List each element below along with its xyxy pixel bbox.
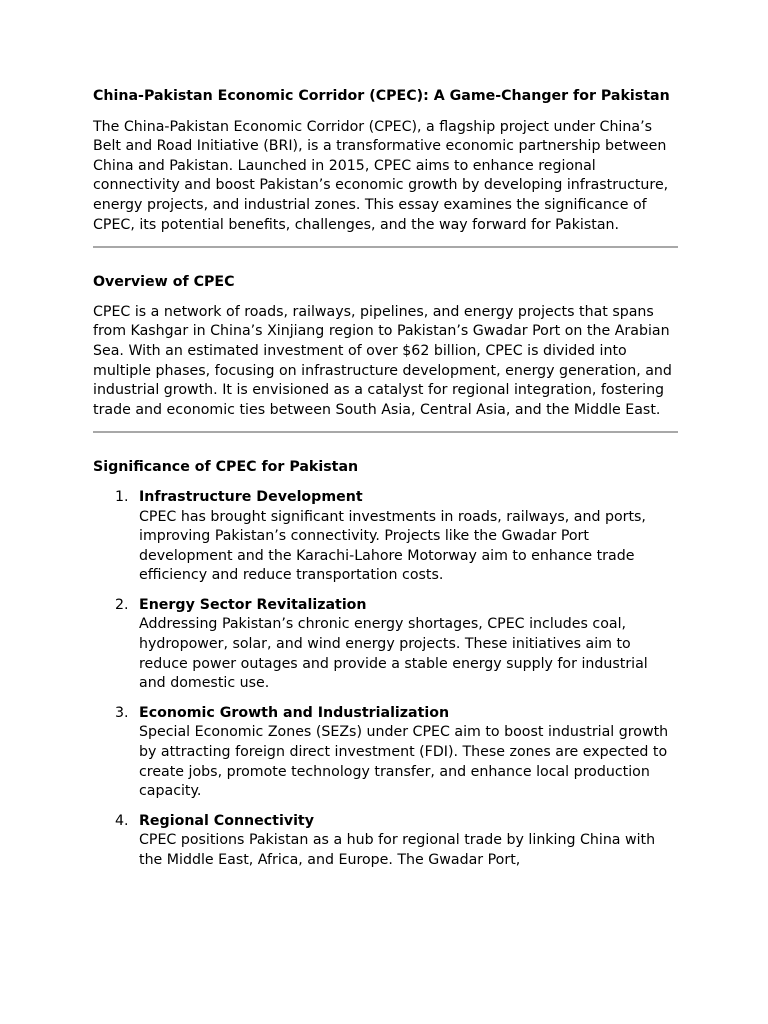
significance-list bbox=[93, 488, 678, 871]
list-item bbox=[93, 704, 678, 802]
list-item-title: Regional Connectivity bbox=[139, 812, 314, 829]
list-item-number: 2. bbox=[115, 596, 129, 613]
list-item-body: CPEC positions Pakistan as a hub for regional trade by linking China with the Middle East, Africa, and Europe. The Gwadar Port, bbox=[139, 832, 656, 868]
list-item-body: CPEC has brought significant investments in roads, railways, and ports, improving Pakistan’s connectivity. Projects like the Gwadar Port development and the Karachi-Lahore Motorway aim to enhance trade efficiency and reduce transportation costs. bbox=[139, 508, 646, 584]
list-item-title: Infrastructure Development bbox=[139, 488, 363, 505]
list-item-title: Economic Growth and Industrialization bbox=[139, 704, 450, 721]
overview-heading: Overview of CPEC bbox=[93, 274, 235, 291]
list-item bbox=[93, 596, 678, 694]
list-item-number: 3. bbox=[115, 704, 129, 721]
section-divider bbox=[93, 431, 678, 433]
list-item bbox=[93, 812, 678, 871]
list-item-body: Addressing Pakistan’s chronic energy shortages, CPEC includes coal, hydropower, solar, and wind energy projects. These initiatives aim to reduce power outages and provide a stable energy supply for industrial and domestic use. bbox=[139, 616, 648, 692]
list-item-body: Special Economic Zones (SEZs) under CPEC aim to boost industrial growth by attracting foreign direct investment (FDI). These zones are expected to create jobs, promote technology transfer, and enhance local production capacity. bbox=[139, 724, 669, 800]
list-item-number: 4. bbox=[115, 812, 129, 829]
list-item bbox=[93, 488, 678, 586]
document-title: China-Pakistan Economic Corridor (CPEC): A Game-Changer for Pakistan bbox=[93, 88, 670, 104]
document-page bbox=[93, 85, 678, 881]
overview-paragraph: CPEC is a network of roads, railways, pipelines, and energy projects that spans from Kashgar in China’s Xinjiang region to Pakistan’s Gwadar Port on the Arabian Sea. With an estimated investment of over $62 billion, CPEC is divided into multiple phases, focusing on infrastructure development, energy generation, and industrial growth. It is envisioned as a catalyst for regional integration, fostering trade and economic ties between South Asia, Central Asia, and the Middle East. bbox=[93, 303, 672, 418]
list-item-title: Energy Sector Revitalization bbox=[139, 596, 367, 613]
list-item-number: 1. bbox=[115, 488, 129, 505]
intro-paragraph: The China-Pakistan Economic Corridor (CPEC), a flagship project under China’s Belt and Road Initiative (BRI), is a transformative economic partnership between China and Pakistan. Launched in 2015, CPEC aims to enhance regional connectivity and boost Pakistan’s economic growth by developing infrastructure, energy projects, and industrial zones. This essay examines the significance of CPEC, its potential benefits, challenges, and the way forward for Pakistan. bbox=[93, 118, 669, 233]
significance-heading: Significance of CPEC for Pakistan bbox=[93, 459, 359, 476]
section-divider bbox=[93, 246, 678, 248]
